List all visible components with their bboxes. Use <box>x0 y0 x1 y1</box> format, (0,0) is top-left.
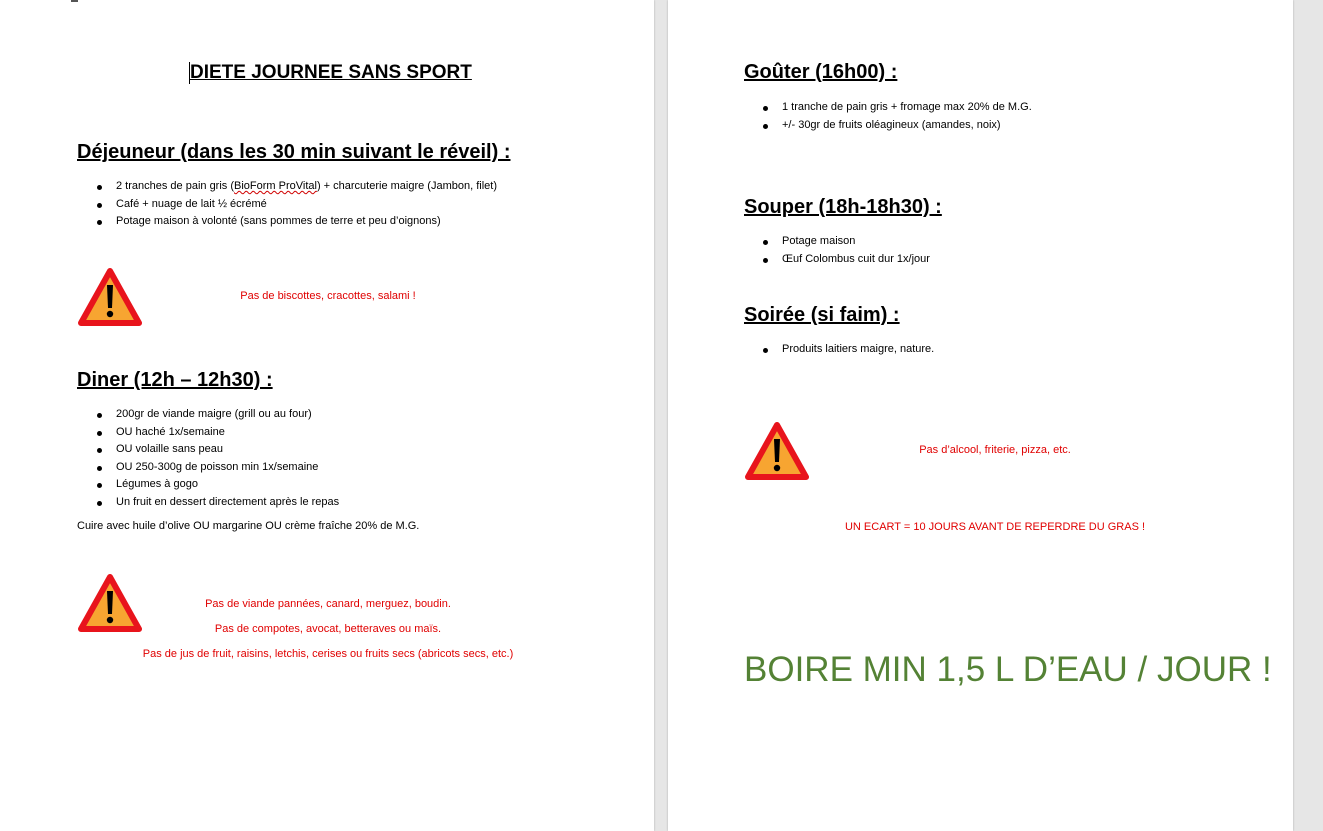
lunch-list <box>95 406 339 512</box>
list-item[interactable]: OU volaille sans peau <box>95 441 339 459</box>
page-corner-mark <box>71 0 78 2</box>
list-item[interactable]: OU 250-300g de poisson min 1x/semaine <box>95 459 339 477</box>
list-item[interactable]: Potage maison à volonté (sans pommes de terre et peu d’oignons) <box>95 213 497 231</box>
spellcheck-word[interactable]: BioForm ProVital <box>234 180 317 192</box>
list-item[interactable]: 2 tranches de pain gris (BioForm ProVital) + charcuterie maigre (Jambon, filet) <box>95 178 497 196</box>
list-item[interactable]: +/- 30gr de fruits oléagineux (amandes, noix) <box>761 117 1032 135</box>
document-title[interactable]: DIETE JOURNEE SANS SPORT <box>190 62 472 83</box>
list-item[interactable]: 1 tranche de pain gris + fromage max 20% de M.G. <box>761 99 1032 117</box>
list-item[interactable]: Œuf Colombus cuit dur 1x/jour <box>761 251 930 269</box>
lunch-warnings <box>100 592 556 667</box>
gap-alert[interactable]: UN ECART = 10 JOURS AVANT DE REPERDRE DU GRAS ! <box>844 521 1146 533</box>
breakfast-heading[interactable]: Déjeuneur (dans les 30 min suivant le réveil) : <box>77 141 511 163</box>
list-item[interactable]: Légumes à gogo <box>95 476 339 494</box>
right-page <box>668 0 1293 831</box>
evening-heading[interactable]: Soirée (si faim) : <box>744 304 900 326</box>
water-reminder[interactable]: BOIRE MIN 1,5 L D’EAU / JOUR ! <box>744 650 1272 689</box>
list-item[interactable]: 200gr de viande maigre (grill ou au four) <box>95 406 339 424</box>
evening-list <box>761 341 934 359</box>
evening-warning[interactable]: Pas d’alcool, friterie, pizza, etc. <box>919 444 1071 456</box>
list-item[interactable]: Un fruit en dessert directement après le repas <box>95 494 339 512</box>
breakfast-list <box>95 178 497 231</box>
left-page <box>0 0 654 831</box>
lunch-heading[interactable]: Diner (12h – 12h30) : <box>77 369 273 391</box>
list-item[interactable]: OU haché 1x/semaine <box>95 424 339 442</box>
snack-list <box>761 99 1032 134</box>
snack-heading[interactable]: Goûter (16h00) : <box>744 61 898 83</box>
lunch-warning-line[interactable]: Pas de jus de fruit, raisins, letchis, cerises ou fruits secs (abricots secs, etc.) <box>142 648 514 660</box>
dinner-heading[interactable]: Souper (18h-18h30) : <box>744 196 942 218</box>
list-item[interactable]: Café + nuage de lait ½ écrémé <box>95 196 497 214</box>
lunch-warning-line[interactable]: Pas de viande pannées, canard, merguez, boudin. <box>205 598 451 610</box>
list-item[interactable]: Potage maison <box>761 233 930 251</box>
cooking-note[interactable]: Cuire avec huile d’olive OU margarine OU crème fraîche 20% de M.G. <box>77 520 420 532</box>
lunch-warning-line[interactable]: Pas de compotes, avocat, betteraves ou maïs. <box>214 623 442 635</box>
warning-triangle-icon <box>78 268 142 326</box>
dinner-list <box>761 233 930 268</box>
breakfast-warning[interactable]: Pas de biscottes, cracottes, salami ! <box>240 290 416 302</box>
warning-triangle-icon <box>745 422 809 480</box>
list-item[interactable]: Produits laitiers maigre, nature. <box>761 341 934 359</box>
